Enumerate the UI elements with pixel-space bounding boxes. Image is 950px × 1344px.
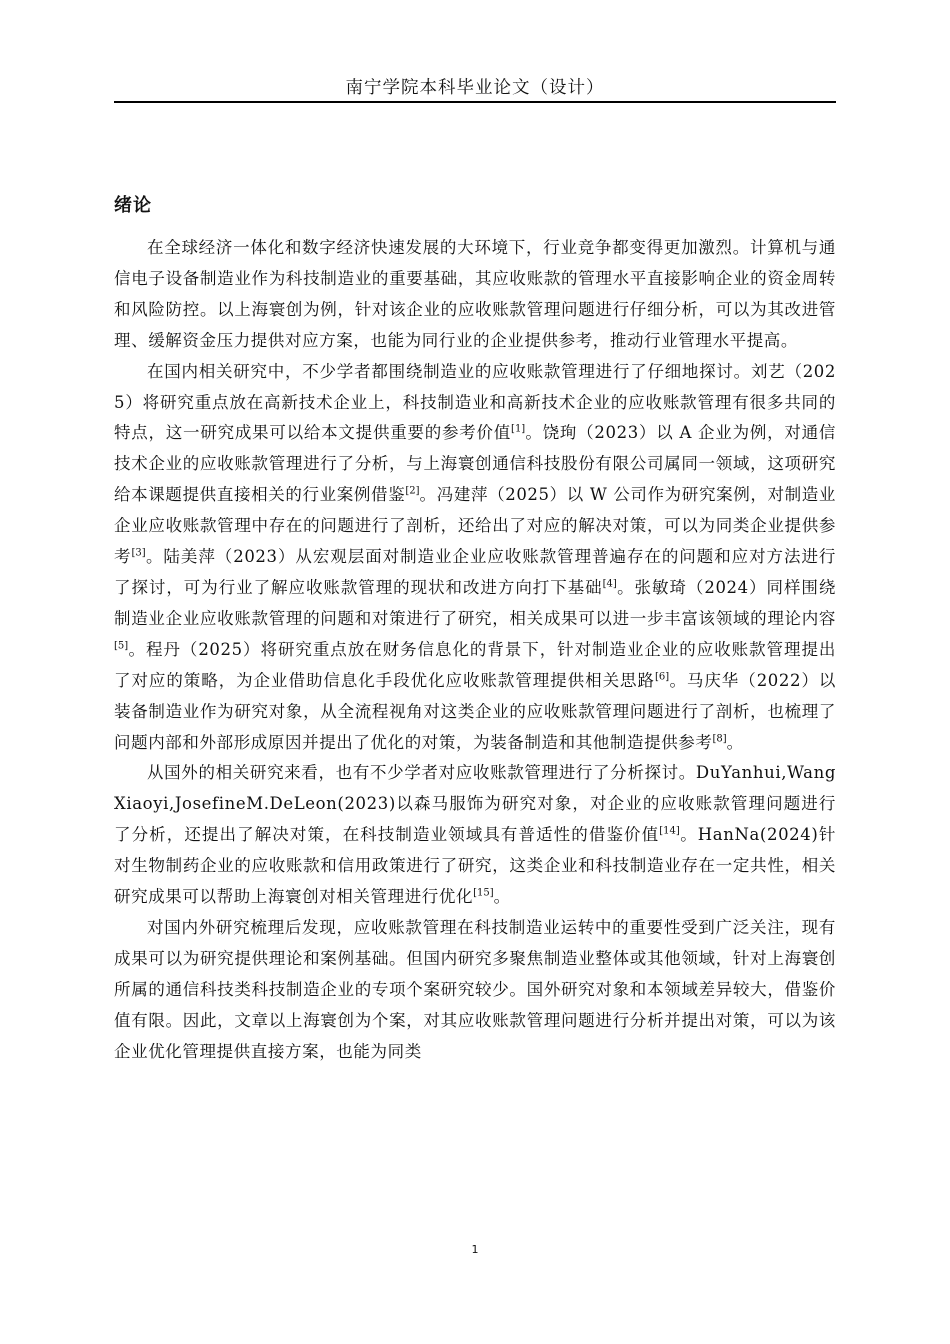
citation-ref: [14] <box>659 825 680 837</box>
paragraph-text: 在全球经济一体化和数字经济快速发展的大环境下，行业竞争都变得更加激烈。计算机与通信电子设备制造业作为科技制造业的重要基础，其应收账款的管理水平直接影响企业的资金周转和风险防控。以上海寰创为例，针对该企业的应收账款管理问题进行仔细分析，可以为其改进管理、缓解资金压力提供对应方案，也能为同行业的企业提供参考，推动行业管理水平提高。 <box>114 238 836 350</box>
paragraph-text: 。张敏琦（2024）同样围绕制造业企业应收账款管理的问题和对策进行了研究，相关成果可以进一步丰富该领域的理论内容 <box>114 577 836 628</box>
citation-ref: [6] <box>654 671 670 683</box>
paragraph-text: 。HanNa(2024)针对生物制药企业的应收账款和信用政策进行了研究，这类企业和科技制造业存在一定共性，相关研究成果可以帮助上海寰创对相关管理进行优化 <box>114 825 836 907</box>
section-heading: 绪论 <box>114 195 152 216</box>
citation-ref: [4] <box>602 578 617 590</box>
paragraph-introduction <box>114 233 836 357</box>
citation-ref: [2] <box>405 485 420 497</box>
citation-ref: [15] <box>473 887 494 899</box>
paragraph-domestic-research <box>114 357 836 759</box>
body-text <box>114 233 836 1067</box>
paragraph-research-summary <box>114 913 836 1068</box>
paragraph-text: 。饶珣（2023）以 A 企业为例，对通信技术企业的应收账款管理进行了分析，与上海寰创通信科技股份有限公司属同一领域，这项研究给本课题提供直接相关的行业案例借鉴 <box>114 423 836 505</box>
paragraph-text: 。 <box>726 732 744 752</box>
paragraph-text: 。陆美萍（2023）从宏观层面对制造业企业应收账款管理普遍存在的问题和应对方法进行了探讨，可为行业了解应收账款管理的现状和改进方向打下基础 <box>114 547 836 597</box>
paragraph-text: 。冯建萍（2025）以 W 公司作为研究案例，对制造业企业应收账款管理中存在的问题进行了剖析，还给出了对应的解决对策，可以为同类企业提供参考 <box>114 485 837 567</box>
citation-ref: [5] <box>114 640 129 652</box>
header-divider <box>114 101 836 103</box>
paragraph-text: 从国外的相关研究来看，也有不少学者对应收账款管理进行了分析探讨。DuYanhui,WangXiaoyi,JosefineM.DeLeon(2023)以森马服饰为研究对象，对企业的应收账款管理问题进行了分析，还提出了解决对策，在科技制造业领域具有普适性的借鉴价值 <box>114 763 836 845</box>
paragraph-text: 对国内外研究梳理后发现，应收账款管理在科技制造业运转中的重要性受到广泛关注，现有成果可以为研究提供理论和案例基础。但国内研究多聚焦制造业整体或其他领域，针对上海寰创所属的通信科技类科技制造企业的专项个案研究较少。国外研究对象和本领域差异较大，借鉴价值有限。因此，文章以上海寰创为个案，对其应收账款管理问题进行分析并提出对策，可以为该企业优化管理提供直接方案，也能为同类 <box>114 917 836 1061</box>
citation-ref: [3] <box>131 547 146 559</box>
citation-ref: [1] <box>511 423 526 435</box>
paragraph-text: 。马庆华（2022）以装备制造业作为研究对象，从全流程视角对这类企业的应收账款管理问题进行了剖析，也梳理了问题内部和外部形成原因并提出了优化的对策，为装备制造和其他制造提供参考 <box>114 670 836 752</box>
paragraph-text: 。程丹（2025）将研究重点放在财务信息化的背景下，针对制造业企业的应收账款管理提出了对应的策略，为企业借助信息化手段优化应收账款管理提供相关思路 <box>114 639 836 690</box>
running-header: 南宁学院本科毕业论文（设计） <box>345 78 605 98</box>
citation-ref: [8] <box>712 733 727 744</box>
page-number: 1 <box>471 1243 479 1256</box>
paragraph-text: 。 <box>493 887 511 907</box>
paragraph-text: 在国内相关研究中，不少学者都围绕制造业的应收账款管理进行了仔细地探讨。刘艺（2025）将研究重点放在高新技术企业上，科技制造业和高新技术企业的应收账款管理有很多共同的特点，这一研究成果可以给本文提供重要的参考价值 <box>114 361 836 443</box>
paragraph-foreign-research <box>114 758 836 913</box>
